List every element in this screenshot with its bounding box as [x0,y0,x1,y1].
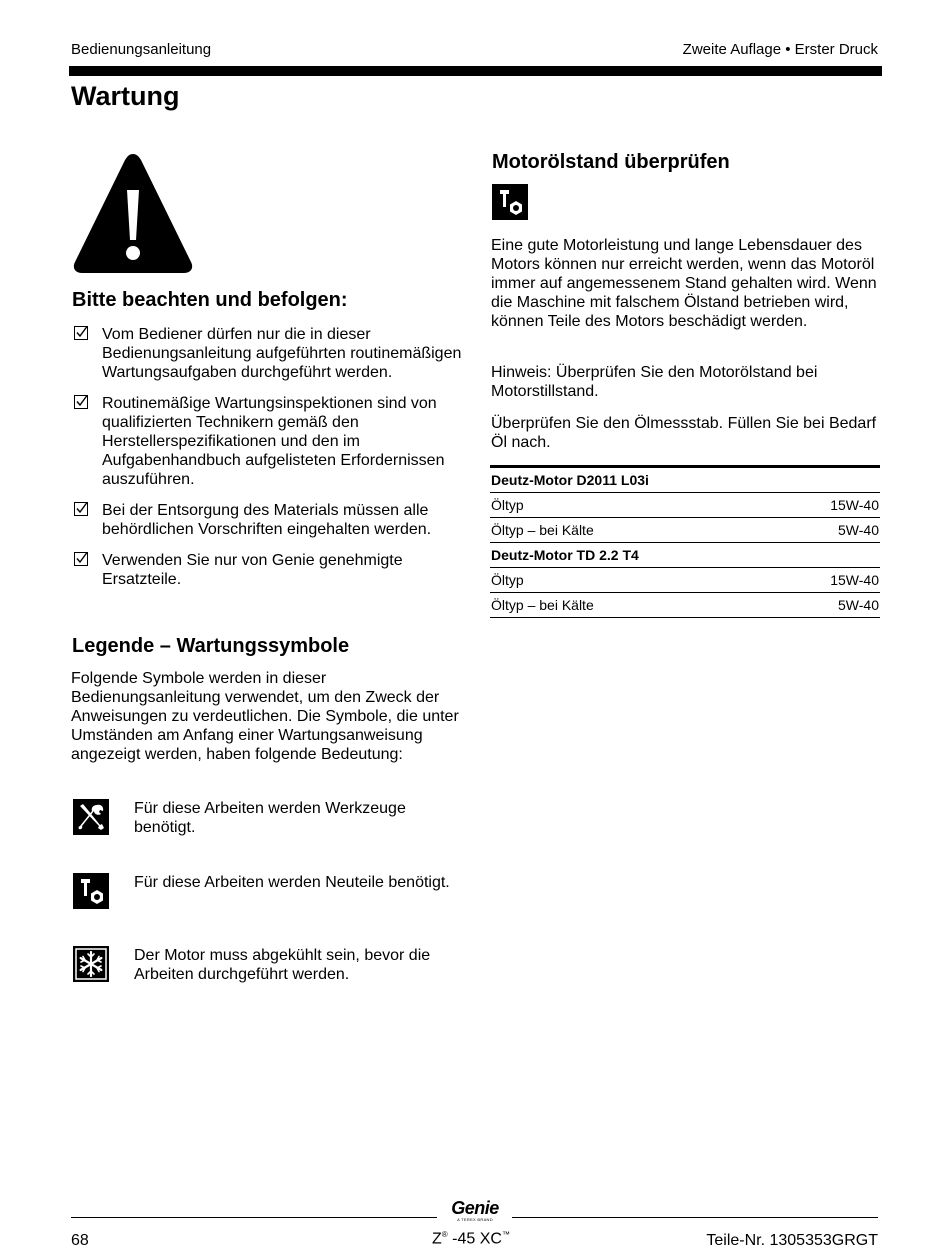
part-number: Teile-Nr. 1305353GRGT [706,1232,878,1249]
header-rule [69,66,882,76]
checklist-text: Vom Bediener dürfen nur die in dieser Bedienungsanleitung aufgeführten routinemäßigen Wartungsaufgaben durchgeführt werden. [102,326,462,381]
footer-rule-right [512,1217,878,1218]
engine-heading: Deutz-Motor TD 2.2 T4 [490,543,880,568]
oil-type-value: 15W-40 [753,493,880,518]
model-name [432,1230,510,1248]
oil-type-value: 5W-40 [753,593,880,618]
checkbox-checked-icon [74,395,88,409]
oil-intro-paragraph: Eine gute Motorleistung und lange Lebensdauer des Motors können nur erreicht werden, wenn das Motoröl immer auf angemessenem Stand gehalten wird. Wenn die Maschine mit falschem Ölstand betrieben wird, können Teile des Motors beschädigt werden. [491,237,877,330]
checklist-item [72,501,467,539]
checklist-text: Bei der Entsorgung des Materials müssen alle behördlichen Vorschriften eingehalten werden. [102,502,432,538]
table-row [490,593,880,618]
model-prefix: Z [432,1230,442,1248]
oil-type-value: 15W-40 [753,568,880,593]
genie-logo [442,1199,508,1222]
oil-type-label: Öltyp [490,493,753,518]
oil-note-paragraph: Hinweis: Überprüfen Sie den Motorölstand bei Motorstillstand. [491,364,818,400]
table-row [490,493,880,518]
snowflake-icon [73,946,109,982]
checkbox-checked-icon [74,326,88,340]
oil-dipstick-paragraph: Überprüfen Sie den Ölmessstab. Füllen Sie bei Bedarf Öl nach. [491,415,877,451]
table-row [490,467,880,493]
section-title-observe: Bitte beachten und befolgen: [72,289,348,311]
tools-icon [73,799,109,835]
engine-heading: Deutz-Motor D2011 L03i [490,467,880,493]
logo-wordmark: Genie [451,1198,499,1218]
page-number: 68 [71,1232,89,1249]
table-row [490,568,880,593]
table-row [490,518,880,543]
legend-text-parts: Für diese Arbeiten werden Neuteile benötigt. [134,874,450,891]
checklist-item [72,325,467,382]
checklist-item [72,394,467,489]
oil-type-value: 5W-40 [753,518,880,543]
legend-text-tools: Für diese Arbeiten werden Werkzeuge benötigt. [134,800,406,836]
new-parts-icon [492,184,528,220]
checkbox-checked-icon [74,502,88,516]
checklist [72,325,467,601]
checklist-text: Routinemäßige Wartungsinspektionen sind von qualifizierten Technikern gemäß den Herstellerspezifikationen und den im Aufgabenhandbuch aufgelisteten Erfordernissen auszuführen. [102,395,445,488]
footer-rule-left [71,1217,437,1218]
header-manual-title: Bedienungsanleitung [71,41,212,58]
exclamation-triangle-icon [71,150,195,276]
checklist-item [72,551,467,589]
new-parts-icon [73,873,109,909]
oil-type-label: Öltyp – bei Kälte [490,593,753,618]
legend-text-cool: Der Motor muss abgekühlt sein, bevor die Arbeiten durchgeführt werden. [134,947,431,983]
checkbox-checked-icon [74,552,88,566]
legend-intro: Folgende Symbole werden in dieser Bedienungsanleitung verwendet, um den Zweck der Anweisungen zu verdeutlichen. Die Symbole, die unter Umständen am Anfang einer Wartungsanweisung angezeigt werden, haben folgende Bedeutung: [71,670,459,763]
trademark: ™ [501,1230,510,1239]
oil-spec-table [490,465,880,618]
registered-mark: ® [441,1230,448,1239]
page-title: Wartung [71,81,180,111]
oil-type-label: Öltyp – bei Kälte [490,518,753,543]
logo-tagline: A TEREX BRAND [457,1217,493,1222]
header-edition: Zweite Auflage • Erster Druck [682,41,878,58]
checklist-text: Verwenden Sie nur von Genie genehmigte Ersatzteile. [102,552,403,588]
table-row [490,543,880,568]
oil-type-label: Öltyp [490,568,753,593]
section-title-oil-check: Motorölstand überprüfen [492,151,730,173]
model-suffix: -45 XC [447,1230,502,1248]
section-title-legend: Legende – Wartungssymbole [72,635,350,657]
